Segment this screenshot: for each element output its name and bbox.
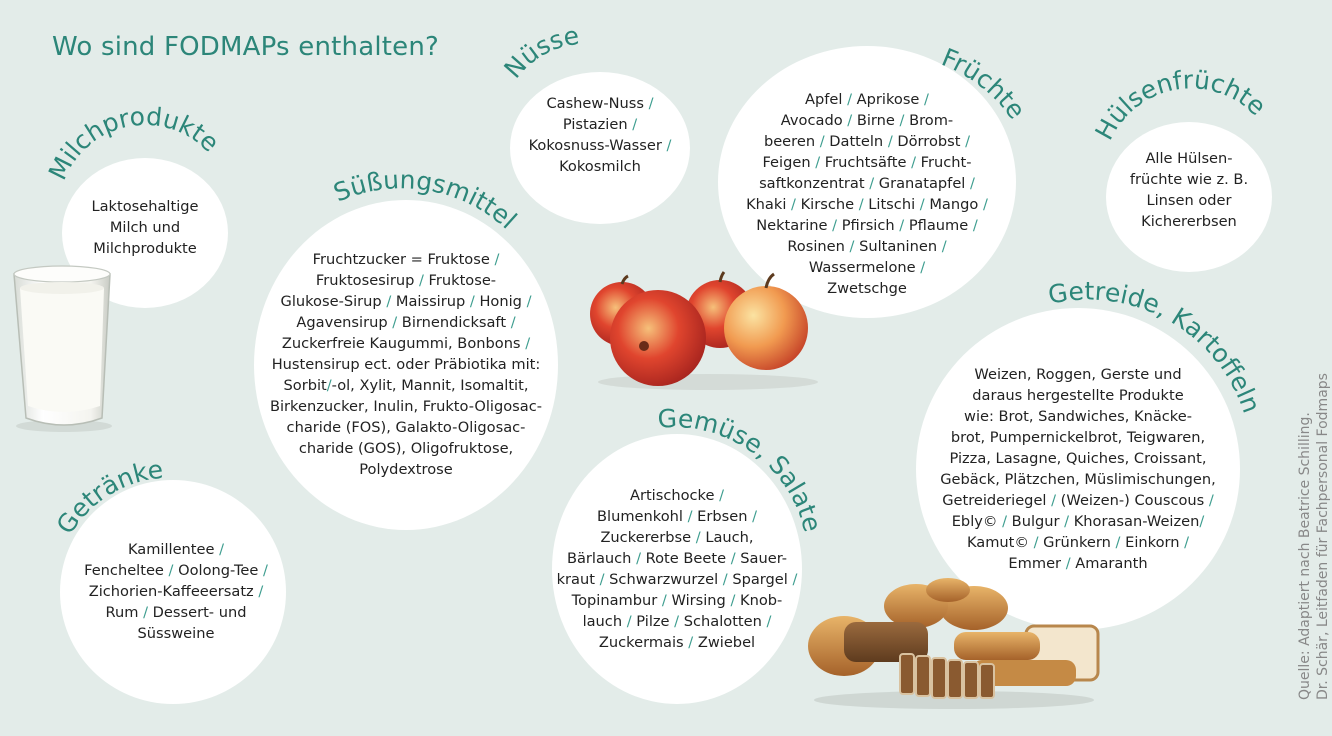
text-line: Kamut© / Grünkern / Einkorn / (966, 534, 1190, 551)
text-line: Blumenkohl / Erbsen / (597, 508, 757, 525)
text-line: Fruchtzucker = Fruktose / (312, 251, 500, 268)
svg-text:Süßungsmittel: Süßungsmittel (329, 165, 523, 235)
text-line: Kokosnuss-Wasser / (528, 137, 672, 154)
text-line: Cashew-Nuss / (546, 95, 654, 112)
text-line: charide (GOS), Oligofruktose, (298, 440, 514, 457)
text-line: daraus hergestellte Produkte (972, 387, 1184, 404)
text-line: lauch / Pilze / Schalotten / (582, 613, 772, 630)
source-line-2: Dr. Schär, Leitfaden für Fachpersonal Fodmaps (1315, 373, 1331, 700)
getraenke-text (60, 539, 292, 644)
text-line: Emmer / Amaranth (1008, 555, 1148, 572)
source-note (1296, 373, 1332, 700)
text-line: Pizza, Lasagne, Quiches, Croissant, (949, 450, 1207, 467)
svg-text:Getränke: Getränke (50, 454, 165, 540)
text-line: Linsen oder (1146, 192, 1232, 209)
text-line: Alle Hülsen- (1145, 150, 1233, 167)
text-line: Apfel / Aprikose / (805, 91, 929, 108)
text-line: Fencheltee / Oolong-Tee / (84, 562, 268, 579)
text-line: Zichorien-Kaffeeersatz / (88, 583, 264, 600)
text-line: Bärlauch / Rote Beete / Sauer- (566, 550, 788, 567)
text-line: Glukose-Sirup / Maissirup / Honig / (280, 293, 532, 310)
getreide-text (916, 364, 1240, 574)
text-line: Rum / Dessert- und (105, 604, 247, 621)
svg-text:Milchprodukte: Milchprodukte (42, 101, 225, 185)
text-line: Khaki / Kirsche / Litschi / Mango / (746, 196, 988, 213)
text-line: Weizen, Roggen, Gerste und (974, 366, 1182, 383)
nuesse-text (510, 93, 690, 177)
text-line: Getreideriegel / (Weizen-) Couscous / (942, 492, 1214, 509)
text-line: wie: Brot, Sandwiches, Knäcke- (964, 408, 1192, 425)
text-line: Zuckererbse / Lauch, (600, 529, 754, 546)
text-line: Kokosmilch (559, 158, 641, 175)
text-line: brot, Pumpernickelbrot, Teigwaren, (950, 429, 1206, 446)
text-line: Zuckermais / Zwiebel (598, 634, 756, 651)
text-line: Nektarine / Pfirsich / Pflaume / (756, 217, 978, 234)
fruechte-text (718, 89, 1016, 299)
huelsenfruechte-text (1106, 148, 1272, 232)
svg-text:Nüsse: Nüsse (498, 20, 582, 84)
text-line: Gebäck, Plätzchen, Müslimischungen, (940, 471, 1216, 488)
gemuese-text (540, 485, 814, 653)
suessungsmittel-text (254, 249, 558, 480)
text-line: Avocado / Birne / Brom- (780, 112, 954, 129)
source-line-1: Quelle: Adaptiert nach Beatrice Schilling. (1297, 412, 1313, 700)
text-line: Laktosehaltige (91, 198, 199, 215)
text-line: Feigen / Fruchtsäfte / Frucht- (762, 154, 972, 171)
text-line: Kichererbsen (1141, 213, 1237, 230)
apples-image (588, 270, 818, 392)
text-line: Pistazien / (562, 116, 638, 133)
text-line: saftkonzentrat / Granatapfel / (759, 175, 975, 192)
text-line: Süssweine (137, 625, 215, 642)
text-line: Milchprodukte (93, 240, 197, 257)
text-line: Agavensirup / Birnendicksaft / (296, 314, 516, 331)
bread-image (804, 576, 1104, 710)
milk-glass-image (6, 258, 118, 438)
text-line: Birkenzucker, Inulin, Frukto-Oligosac- (269, 398, 543, 415)
text-line: Milch und (109, 219, 181, 236)
text-line: Artischocke / (629, 487, 725, 504)
text-line: Zwetschge (827, 280, 907, 297)
text-line: Ebly© / Bulgur / Khorasan-Weizen/ (951, 513, 1205, 530)
milchprodukte-text (64, 196, 226, 259)
svg-text:Getreide, Kartoffeln: Getreide, Kartoffeln (1045, 276, 1267, 417)
text-line: Polydextrose (359, 461, 453, 478)
text-line: Sorbit/-ol, Xylit, Mannit, Isomaltit, (283, 377, 529, 394)
text-line: kraut / Schwarzwurzel / Spargel / (556, 571, 798, 588)
text-line: Wassermelone / (808, 259, 926, 276)
text-line: Kamillentee / (127, 541, 225, 558)
page-title: Wo sind FODMAPs enthalten? (52, 32, 440, 62)
text-line: Zuckerfreie Kaugummi, Bonbons / (281, 335, 531, 352)
text-line: charide (FOS), Galakto-Oligosac- (286, 419, 526, 436)
text-line: früchte wie z. B. (1129, 171, 1249, 188)
text-line: Topinambur / Wirsing / Knob- (571, 592, 783, 609)
svg-text:Hülsenfrüchte: Hülsenfrüchte (1089, 65, 1272, 145)
text-line: Hustensirup ect. oder Präbiotika mit: (271, 356, 541, 373)
text-line: Rosinen / Sultaninen / (787, 238, 947, 255)
svg-text:Gemüse, Salate: Gemüse, Salate (656, 403, 828, 535)
text-line: beeren / Datteln / Dörrobst / (763, 133, 971, 150)
text-line: Fruktosesirup / Fruktose- (315, 272, 497, 289)
svg-text:Früchte: Früchte (937, 42, 1032, 125)
